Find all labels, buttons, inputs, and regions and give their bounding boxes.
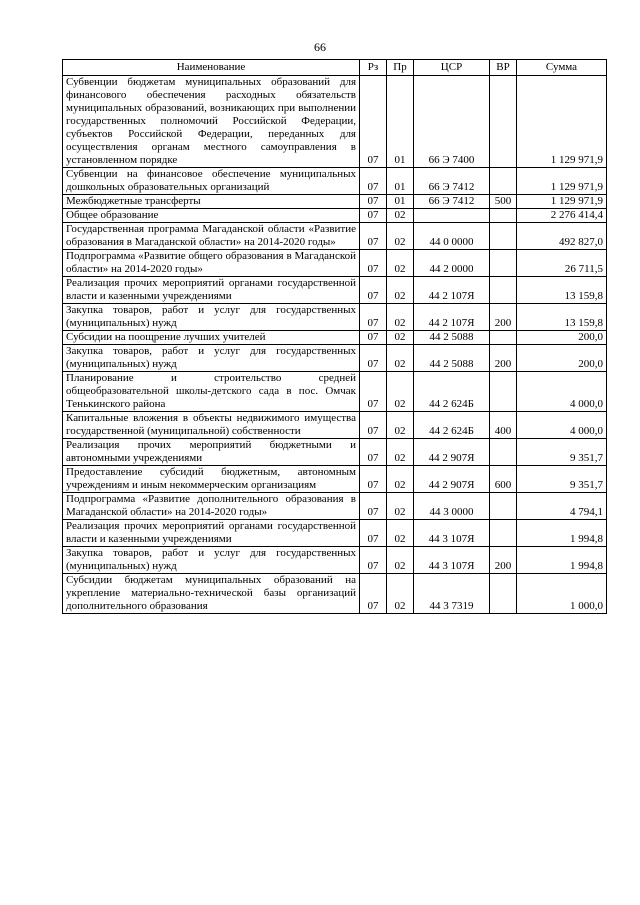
cell-csr: 44 2 5088 [414, 345, 490, 372]
cell-name: Закупка товаров, работ и услуг для государственных (муниципальных) нужд [63, 547, 360, 574]
cell-rz: 07 [360, 223, 387, 250]
cell-vr [490, 277, 517, 304]
header-sum: Сумма [517, 60, 607, 76]
table-row [63, 439, 607, 466]
table-row [63, 250, 607, 277]
cell-name: Реализация прочих мероприятий органами государственной власти и казенными учреждениями [63, 277, 360, 304]
cell-vr [490, 76, 517, 168]
cell-pr: 02 [387, 439, 414, 466]
cell-sum: 1 994,8 [517, 520, 607, 547]
cell-csr: 44 3 0000 [414, 493, 490, 520]
header-vr: ВР [490, 60, 517, 76]
header-rz: Рз [360, 60, 387, 76]
cell-name: Капитальные вложения в объекты недвижимого имущества государственной (муниципальной) собственности [63, 412, 360, 439]
page-number: 66 [314, 40, 326, 54]
table-row [63, 277, 607, 304]
table-row [63, 372, 607, 412]
table-row [63, 574, 607, 614]
cell-pr: 02 [387, 250, 414, 277]
cell-csr: 44 3 107Я [414, 547, 490, 574]
cell-name: Закупка товаров, работ и услуг для государственных (муниципальных) нужд [63, 345, 360, 372]
table-row [63, 195, 607, 209]
cell-pr: 02 [387, 547, 414, 574]
cell-pr: 02 [387, 345, 414, 372]
cell-pr: 02 [387, 223, 414, 250]
header-name: Наименование [63, 60, 360, 76]
cell-rz: 07 [360, 76, 387, 168]
cell-csr: 44 2 624Б [414, 412, 490, 439]
cell-rz: 07 [360, 168, 387, 195]
budget-table [62, 59, 607, 614]
cell-pr: 02 [387, 493, 414, 520]
cell-csr: 44 3 107Я [414, 520, 490, 547]
cell-csr: 66 Э 7400 [414, 76, 490, 168]
cell-rz: 07 [360, 250, 387, 277]
cell-csr: 44 2 107Я [414, 304, 490, 331]
cell-sum: 200,0 [517, 331, 607, 345]
table-row [63, 547, 607, 574]
cell-csr: 44 2 0000 [414, 250, 490, 277]
cell-rz: 07 [360, 574, 387, 614]
table-row [63, 412, 607, 439]
cell-name: Реализация прочих мероприятий бюджетными и автономными учреждениями [63, 439, 360, 466]
header-pr: Пр [387, 60, 414, 76]
cell-vr [490, 439, 517, 466]
cell-name: Межбюджетные трансферты [63, 195, 360, 209]
cell-sum: 1 129 971,9 [517, 168, 607, 195]
cell-name: Государственная программа Магаданской области «Развитие образования в Магаданской области» на 2014-2020 годы» [63, 223, 360, 250]
cell-sum: 4 000,0 [517, 412, 607, 439]
cell-sum: 1 994,8 [517, 547, 607, 574]
cell-vr [490, 223, 517, 250]
cell-name: Закупка товаров, работ и услуг для государственных (муниципальных) нужд [63, 304, 360, 331]
cell-sum: 4 794,1 [517, 493, 607, 520]
cell-name: Планирование и строительство средней общеобразовательной школы-детского сада в пос. Омчак Тенькинского района [63, 372, 360, 412]
cell-rz: 07 [360, 195, 387, 209]
cell-sum: 26 711,5 [517, 250, 607, 277]
cell-pr: 02 [387, 520, 414, 547]
cell-csr: 44 2 907Я [414, 439, 490, 466]
cell-vr [490, 493, 517, 520]
cell-vr [490, 520, 517, 547]
cell-vr: 500 [490, 195, 517, 209]
cell-pr: 02 [387, 277, 414, 304]
cell-name: Реализация прочих мероприятий органами государственной власти и казенными учреждениями [63, 520, 360, 547]
table-row [63, 223, 607, 250]
cell-csr: 44 2 624Б [414, 372, 490, 412]
cell-rz: 07 [360, 372, 387, 412]
cell-sum: 2 276 414,4 [517, 209, 607, 223]
table-row [63, 331, 607, 345]
cell-vr [490, 331, 517, 345]
table-row [63, 76, 607, 168]
cell-pr: 02 [387, 331, 414, 345]
cell-csr: 44 2 107Я [414, 277, 490, 304]
cell-name: Подпрограмма «Развитие дополнительного образования в Магаданской области» на 2014-2020 годы» [63, 493, 360, 520]
cell-pr: 01 [387, 195, 414, 209]
cell-sum: 13 159,8 [517, 277, 607, 304]
cell-vr: 200 [490, 345, 517, 372]
cell-name: Предоставление субсидий бюджетным, автономным учреждениям и иным некоммерческим организациям [63, 466, 360, 493]
cell-vr [490, 168, 517, 195]
cell-pr: 01 [387, 168, 414, 195]
table-row [63, 493, 607, 520]
table-row [63, 304, 607, 331]
cell-csr [414, 209, 490, 223]
cell-rz: 07 [360, 493, 387, 520]
cell-sum: 1 129 971,9 [517, 195, 607, 209]
cell-vr [490, 250, 517, 277]
cell-rz: 07 [360, 304, 387, 331]
table-row [63, 209, 607, 223]
cell-sum: 13 159,8 [517, 304, 607, 331]
cell-vr: 600 [490, 466, 517, 493]
cell-name: Субсидии бюджетам муниципальных образований на укрепление материально-технической базы организаций дополнительного образования [63, 574, 360, 614]
cell-rz: 07 [360, 331, 387, 345]
cell-rz: 07 [360, 345, 387, 372]
cell-rz: 07 [360, 439, 387, 466]
cell-vr: 200 [490, 304, 517, 331]
cell-pr: 02 [387, 466, 414, 493]
table-row [63, 466, 607, 493]
cell-sum: 1 000,0 [517, 574, 607, 614]
cell-pr: 02 [387, 209, 414, 223]
cell-name: Субвенции бюджетам муниципальных образований для финансового обеспечения расходных обязательств муниципальных образований, возникающих при выполнении государственных полномочий Российской Федерации, субъектов Российской Федерации, переданных для осуществления органам местного самоуправления в установленном порядке [63, 76, 360, 168]
cell-csr: 44 0 0000 [414, 223, 490, 250]
cell-csr: 44 2 907Я [414, 466, 490, 493]
cell-sum: 4 000,0 [517, 372, 607, 412]
table-header-row [63, 60, 607, 76]
cell-name: Субсидии на поощрение лучших учителей [63, 331, 360, 345]
cell-sum: 492 827,0 [517, 223, 607, 250]
cell-vr [490, 574, 517, 614]
table-row [63, 168, 607, 195]
cell-pr: 02 [387, 574, 414, 614]
cell-csr: 66 Э 7412 [414, 168, 490, 195]
cell-name: Подпрограмма «Развитие общего образования в Магаданской области» на 2014-2020 годы» [63, 250, 360, 277]
table-row [63, 520, 607, 547]
cell-rz: 07 [360, 209, 387, 223]
cell-sum: 9 351,7 [517, 466, 607, 493]
cell-csr: 44 3 7319 [414, 574, 490, 614]
header-csr: ЦСР [414, 60, 490, 76]
cell-rz: 07 [360, 466, 387, 493]
cell-sum: 9 351,7 [517, 439, 607, 466]
cell-pr: 02 [387, 304, 414, 331]
cell-vr [490, 209, 517, 223]
cell-rz: 07 [360, 520, 387, 547]
cell-sum: 200,0 [517, 345, 607, 372]
cell-vr [490, 372, 517, 412]
cell-name: Общее образование [63, 209, 360, 223]
cell-pr: 01 [387, 76, 414, 168]
cell-csr: 44 2 5088 [414, 331, 490, 345]
cell-rz: 07 [360, 277, 387, 304]
cell-csr: 66 Э 7412 [414, 195, 490, 209]
cell-pr: 02 [387, 412, 414, 439]
table-body [63, 76, 607, 614]
cell-rz: 07 [360, 547, 387, 574]
cell-vr: 400 [490, 412, 517, 439]
cell-sum: 1 129 971,9 [517, 76, 607, 168]
table-row [63, 345, 607, 372]
cell-vr: 200 [490, 547, 517, 574]
cell-name: Субвенции на финансовое обеспечение муниципальных дошкольных образовательных организаций [63, 168, 360, 195]
cell-pr: 02 [387, 372, 414, 412]
cell-rz: 07 [360, 412, 387, 439]
